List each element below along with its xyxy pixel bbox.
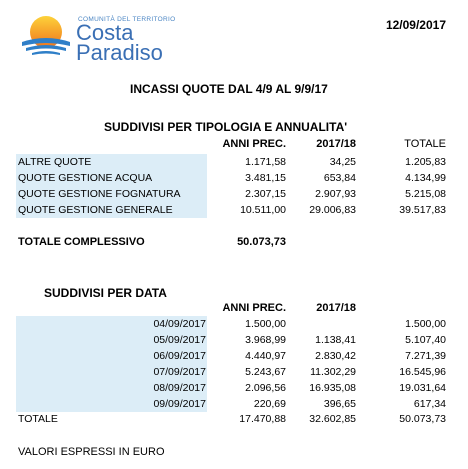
value-prev: 1.500,00 (245, 318, 286, 330)
value-total: 5.215,08 (405, 188, 446, 200)
table-row (0, 380, 468, 397)
value-total: 39.517,83 (399, 204, 446, 216)
value-current: 2.907,93 (315, 188, 356, 200)
row-label: QUOTE GESTIONE ACQUA (18, 172, 153, 184)
report-date: 12/09/2017 (385, 18, 446, 32)
total-total: 50.073,73 (399, 413, 446, 425)
table-row (0, 186, 468, 203)
logo-brand-line1: Costa (76, 20, 134, 45)
value-current: 2.830,42 (315, 350, 356, 362)
value-prev: 3.968,99 (245, 334, 286, 346)
row-date: 07/09/2017 (153, 366, 206, 378)
row-date: 04/09/2017 (153, 318, 206, 330)
row-label: QUOTE GESTIONE FOGNATURA (18, 188, 181, 200)
logo (18, 12, 178, 65)
value-total: 617,34 (413, 398, 446, 410)
value-current: 29.006,83 (309, 204, 356, 216)
col-header-prev: ANNI PREC. (222, 138, 286, 150)
value-prev: 2.307,15 (245, 188, 286, 200)
grand-total-label: TOTALE COMPLESSIVO (18, 236, 145, 248)
value-total: 4.134,99 (405, 172, 446, 184)
table-row (0, 202, 468, 219)
total-current: 32.602,85 (309, 413, 356, 425)
value-prev: 10.511,00 (240, 204, 286, 216)
col-header-current: 2017/18 (316, 138, 356, 150)
value-current: 16.935,08 (309, 382, 356, 394)
value-total: 16.545,96 (399, 366, 446, 378)
value-prev: 4.440,97 (245, 350, 286, 362)
section1-header-row (0, 138, 468, 154)
logo-brand-line2: Paradiso (76, 40, 163, 65)
row-label: QUOTE GESTIONE GENERALE (18, 204, 173, 216)
table-row (0, 154, 468, 171)
table-row (0, 332, 468, 349)
row-date: 06/09/2017 (153, 350, 206, 362)
col-header-current: 2017/18 (316, 302, 356, 314)
logo-subtitle: COMUNITÀ DEL TERRITORIO (78, 16, 176, 23)
currency-note: VALORI ESPRESSI IN EURO (18, 446, 165, 458)
value-total: 7.271,39 (405, 350, 446, 362)
value-prev: 1.171,58 (245, 156, 286, 168)
section2-heading: SUDDIVISI PER DATA (44, 286, 167, 300)
total-label: TOTALE (18, 413, 58, 425)
table-row (0, 316, 468, 333)
value-current: 1.138,41 (315, 334, 356, 346)
table-row (0, 348, 468, 365)
value-total: 5.107,40 (405, 334, 446, 346)
col-header-prev: ANNI PREC. (222, 302, 286, 314)
value-total: 1.500,00 (405, 318, 446, 330)
table-row (0, 364, 468, 381)
value-current: 34,25 (329, 156, 356, 168)
value-current: 396,65 (323, 398, 356, 410)
value-prev: 2.096,56 (245, 382, 286, 394)
row-label: ALTRE QUOTE (18, 156, 92, 168)
value-current: 653,84 (323, 172, 356, 184)
row-date: 08/09/2017 (153, 382, 206, 394)
section1-heading: SUDDIVISI PER TIPOLOGIA E ANNUALITA' (104, 120, 348, 134)
sun-sea-logo-icon (18, 12, 74, 60)
value-prev: 3.481,15 (245, 172, 286, 184)
row-date: 05/09/2017 (153, 334, 206, 346)
value-prev: 220,69 (253, 398, 286, 410)
total-prev: 17.470,88 (239, 413, 286, 425)
value-prev: 5.243,67 (245, 366, 286, 378)
section2-total-row (0, 411, 468, 428)
row-date: 09/09/2017 (153, 398, 206, 410)
table-row (0, 170, 468, 187)
col-header-total: TOTALE (404, 138, 446, 150)
value-current: 11.302,29 (310, 366, 356, 378)
grand-total-value: 50.073,73 (237, 236, 286, 248)
page-title: INCASSI QUOTE DAL 4/9 AL 9/9/17 (130, 82, 328, 96)
value-total: 19.031,64 (399, 382, 446, 394)
value-total: 1.205,83 (405, 156, 446, 168)
